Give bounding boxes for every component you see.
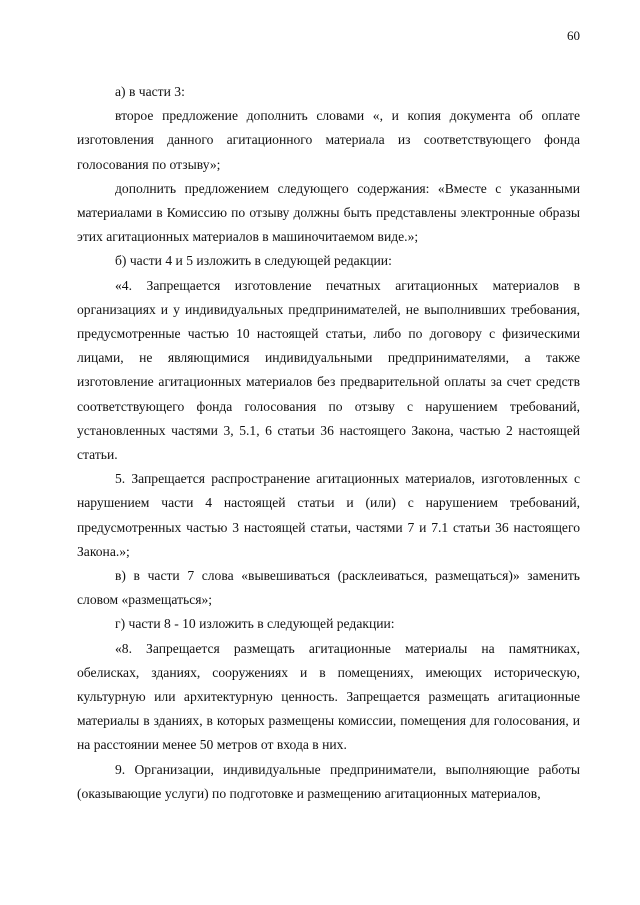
paragraph-item-8: «8. Запрещается размещать агитационные материалы на памятниках, обелисках, зданиях, сооружениях и в помещениях, имеющих историческую, культурную или архитектурную ценность. Запрещается размещать агитационные материалы в зданиях, в которых размещены комиссии, помещения для голосования, и на расстоянии менее 50 метров от входа в них. (77, 640, 580, 753)
paragraph-item-9: 9. Организации, индивидуальные предприниматели, выполняющие работы (оказывающие услуги) по подготовке и размещению агитационных материалов, (77, 761, 580, 801)
paragraph-g-parts-8-10: г) части 8 - 10 изложить в следующей редакции: (115, 616, 395, 632)
page-number: 60 (567, 28, 580, 43)
paragraph-v-part-7: в) в части 7 слова «вывешиваться (расклеиваться, размещаться)» заменить словом «размещаться»; (77, 568, 580, 608)
paragraph-item-4: «4. Запрещается изготовление печатных агитационных материалов в организациях и у индивидуальных предпринимателей, не выполнивших требования, предусмотренные частью 10 настоящей статьи, либо по договору с физическими лицами, не являющимися индивидуальными предпринимателями, а также изготовление агитационных материалов без предварительной оплаты за счет средств соответствующего фонда голосования по отзыву с нарушением требований, установленных частями 3, 5.1, 6 статьи 36 настоящего Закона, частью 2 настоящей статьи. (77, 277, 580, 463)
paragraph-second-sentence: второе предложение дополнить словами «, и копия документа об оплате изготовления данного агитационного материала из соответствующего фонда голосования по отзыву»; (77, 108, 580, 172)
paragraph-add-sentence: дополнить предложением следующего содержания: «Вместе с указанными материалами в Комиссию по отзыву должны быть представлены электронные образы этих агитационных материалов в машиночитаемом виде.»; (77, 180, 580, 245)
paragraph-item-5: 5. Запрещается распространение агитационных материалов, изготовленных с нарушением части 4 настоящей статьи и (или) с нарушением требований, предусмотренных частью 3 настоящей статьи, частями 7 и 7.1 статьи 36 настоящего Закона.»; (77, 471, 580, 559)
document-body (77, 80, 580, 806)
paragraph-b-parts-4-5: б) части 4 и 5 изложить в следующей редакции: (115, 253, 392, 269)
paragraph-a-part-3: а) в части 3: (115, 84, 185, 99)
